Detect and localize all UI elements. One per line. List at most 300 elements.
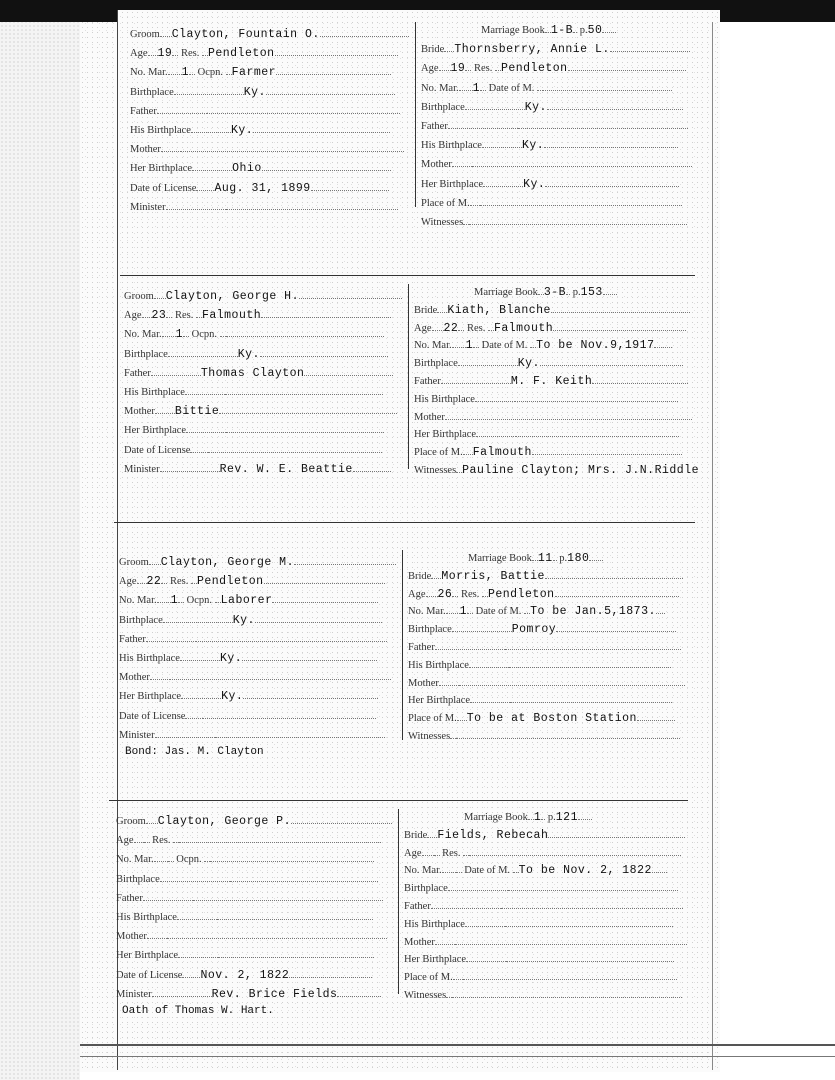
groom-minister: Rev. W. E. Beattie bbox=[219, 462, 353, 476]
bride-mother-row-fill bbox=[472, 158, 692, 167]
age-label: Age bbox=[404, 847, 422, 859]
bride-father-line bbox=[448, 120, 518, 129]
groom-mother: Bittie bbox=[174, 405, 220, 419]
groom-father-line bbox=[143, 892, 193, 901]
bride-her-birthplace-line bbox=[466, 953, 506, 962]
groom-ocpn: Laborer bbox=[220, 594, 273, 608]
groom-mother-row bbox=[130, 143, 404, 155]
date-of-m-label: Date of M. bbox=[461, 865, 513, 877]
mother-label: Mother bbox=[414, 411, 445, 423]
bride-row-fill bbox=[545, 570, 683, 579]
page-label: p. bbox=[556, 553, 568, 564]
groom-mother-row-fill bbox=[181, 143, 404, 152]
groom-row bbox=[116, 815, 392, 828]
bride-his-birthplace-row bbox=[408, 659, 671, 671]
groom-his-birthplace-row-fill bbox=[225, 386, 383, 395]
bride-label: Bride bbox=[408, 570, 432, 582]
bride-age-line bbox=[426, 588, 438, 597]
groom-father-line bbox=[151, 367, 201, 376]
groom-her-birthplace: Ohio bbox=[232, 162, 262, 176]
mother-label: Mother bbox=[124, 406, 155, 418]
birthplace-label: Birthplace bbox=[124, 348, 168, 360]
marriage-book-row bbox=[474, 286, 617, 299]
ocpn-label: Ocpn. bbox=[173, 854, 205, 866]
bride-father-row-fill bbox=[592, 375, 688, 384]
bride-age: 26 bbox=[437, 587, 453, 601]
groom-age: 23 bbox=[151, 309, 167, 323]
card-3-divider bbox=[402, 550, 403, 740]
scan-border-top-left bbox=[0, 0, 118, 22]
minister-label: Minister bbox=[119, 729, 155, 741]
groom-age: 22 bbox=[146, 575, 162, 589]
card-1-divider bbox=[415, 22, 416, 207]
groom-father: Thomas Clayton bbox=[200, 366, 305, 380]
marriage-book-label: Marriage Book bbox=[464, 812, 528, 823]
father-label: Father bbox=[421, 121, 448, 132]
age-label: Age bbox=[408, 588, 426, 600]
bride-row bbox=[404, 829, 685, 842]
no-mar-label: No. Mar. bbox=[116, 854, 154, 866]
date-of-license-label: Date of License bbox=[119, 710, 186, 722]
mother-label: Mother bbox=[408, 677, 439, 689]
bride-her-birthplace-row bbox=[414, 428, 679, 440]
bride-witnesses-row-fill bbox=[469, 216, 687, 225]
marriage-book-page: 180 bbox=[567, 552, 590, 565]
date-of-license-label: Date of License bbox=[116, 969, 183, 981]
bride-name-line bbox=[437, 304, 447, 313]
groom-his-birthplace-line bbox=[177, 911, 217, 920]
card-3-separator bbox=[109, 800, 688, 801]
groom-birthplace-row-fill bbox=[260, 348, 388, 357]
groom-age-line bbox=[142, 309, 152, 318]
bride-age-row-fill bbox=[553, 322, 686, 331]
bride-age-line bbox=[439, 62, 451, 71]
groom-mother-line bbox=[150, 671, 170, 680]
place-of-m-label: Place of M. bbox=[404, 972, 453, 984]
birthplace-label: Birthplace bbox=[119, 614, 163, 626]
groom-age-row-fill bbox=[261, 309, 391, 318]
groom-father-line bbox=[157, 105, 207, 114]
bride-birthplace-line bbox=[465, 101, 525, 110]
groom-mother-row bbox=[116, 930, 387, 942]
his-birthplace-label: His Birthplace bbox=[414, 393, 475, 405]
groom-her-birthplace-row-fill bbox=[218, 949, 374, 958]
bride-age-row bbox=[414, 322, 686, 335]
father-label: Father bbox=[404, 901, 431, 912]
groom-birthplace-row-fill bbox=[266, 86, 395, 95]
groom-date-of-license-line bbox=[182, 969, 200, 978]
marriage-book-line-3 bbox=[589, 552, 603, 561]
marriage-book-row bbox=[481, 24, 616, 37]
bride-age-row-fill bbox=[555, 588, 679, 597]
ocpn-label: Ocpn. bbox=[195, 67, 226, 79]
bride-row-fill bbox=[548, 829, 685, 838]
groom-no-mar: 1 bbox=[181, 66, 190, 80]
bride-age-line bbox=[432, 322, 444, 331]
her-birthplace-label: Her Birthplace bbox=[408, 695, 471, 707]
groom-minister-row-fill bbox=[337, 988, 380, 997]
groom-row bbox=[130, 28, 409, 41]
groom-no-mar-line bbox=[157, 594, 171, 603]
father-label: Father bbox=[124, 367, 151, 379]
groom-birthplace: Ky. bbox=[237, 347, 260, 361]
age-label: Age bbox=[119, 576, 137, 588]
date-of-license-label: Date of License bbox=[124, 444, 191, 456]
bride-place-of-m-row bbox=[421, 197, 682, 209]
bride-his-birthplace-row-fill bbox=[505, 918, 673, 927]
his-birthplace-label: His Birthplace bbox=[421, 140, 482, 152]
bride-birthplace-line bbox=[452, 623, 512, 632]
groom-no-mar-row-fill bbox=[226, 328, 385, 337]
groom-minister-row-fill bbox=[226, 201, 398, 210]
groom-label: Groom bbox=[130, 29, 160, 40]
bride-date-of-m: To be Nov. 2, 1822 bbox=[518, 864, 652, 878]
her-birthplace-label: Her Birthplace bbox=[421, 178, 484, 190]
groom-minister-line bbox=[160, 463, 220, 472]
bride-name-line bbox=[444, 43, 454, 52]
age-label: Age bbox=[414, 322, 432, 334]
bride-his-birthplace-line bbox=[465, 918, 505, 927]
groom-minister-row bbox=[119, 729, 385, 741]
marriage-book-line-3 bbox=[602, 24, 616, 33]
groom-row-fill bbox=[291, 815, 392, 824]
groom-father-row bbox=[124, 367, 393, 380]
bride-birthplace-row-fill bbox=[547, 101, 683, 110]
birthplace-label: Birthplace bbox=[408, 624, 452, 636]
res-label: Res. bbox=[149, 835, 174, 847]
father-label: Father bbox=[116, 892, 143, 904]
birthplace-label: Birthplace bbox=[130, 86, 174, 98]
groom-label: Groom bbox=[124, 291, 154, 302]
bride-birthplace-row bbox=[414, 357, 683, 370]
groom-mother-line bbox=[147, 930, 167, 939]
groom-birthplace: Ky. bbox=[232, 613, 255, 627]
bride-label: Bride bbox=[404, 829, 428, 841]
date-of-license-label: Date of License bbox=[130, 182, 197, 194]
minister-label: Minister bbox=[130, 201, 166, 213]
bride-mother-row bbox=[408, 677, 685, 689]
groom-name: Clayton, George P. bbox=[157, 815, 291, 828]
bride-her-birthplace-row-fill bbox=[506, 953, 674, 962]
bride-witnesses-row bbox=[404, 989, 682, 1001]
bride-mother-line bbox=[439, 677, 459, 686]
bride-name: Fields, Rebecah bbox=[437, 828, 549, 842]
groom-date-of-license-line bbox=[190, 444, 208, 453]
bride-father-line bbox=[441, 375, 511, 384]
bride-his-birthplace-row-fill bbox=[544, 139, 677, 148]
groom-age-row-fill bbox=[275, 47, 398, 56]
bride-mother-row bbox=[414, 411, 692, 423]
groom-his-birthplace-line bbox=[180, 652, 220, 661]
groom-date-of-license-line bbox=[185, 710, 203, 719]
bride-no-mar-line bbox=[442, 864, 456, 873]
groom-her-birthplace-row bbox=[124, 424, 384, 436]
groom-no-mar-line bbox=[154, 853, 168, 862]
father-label: Father bbox=[408, 642, 435, 653]
groom-father-row-fill bbox=[193, 892, 383, 901]
bride-no-mar-row-fill bbox=[654, 339, 671, 348]
groom-name: Clayton, George H. bbox=[165, 290, 299, 303]
bride-place-of-m-line bbox=[453, 971, 463, 980]
card-2-separator bbox=[114, 522, 695, 523]
bride-res: Falmouth bbox=[493, 321, 554, 335]
mother-label: Mother bbox=[130, 144, 161, 156]
groom-name-line bbox=[146, 815, 158, 824]
age-label: Age bbox=[130, 48, 148, 60]
groom-name-line bbox=[160, 28, 172, 37]
groom-birthplace-line bbox=[163, 614, 233, 623]
groom-mother-row-fill bbox=[170, 671, 391, 680]
bride-place-of-m-row-fill bbox=[463, 971, 677, 980]
groom-date-of-license-row-fill bbox=[311, 182, 390, 191]
groom-no-mar-row-fill bbox=[276, 66, 391, 75]
groom-his-birthplace-row-fill bbox=[217, 911, 373, 920]
groom-mother-row bbox=[124, 405, 397, 418]
page-label: p. bbox=[570, 287, 581, 298]
date-of-m-label: Date of M. bbox=[479, 340, 531, 352]
bride-no-mar-row bbox=[408, 605, 665, 618]
groom-his-birthplace-line bbox=[191, 124, 231, 133]
bride-no-mar-row-fill bbox=[652, 864, 667, 873]
his-birthplace-label: His Birthplace bbox=[408, 659, 469, 671]
marriage-book-row bbox=[468, 552, 603, 565]
age-label: Age bbox=[124, 310, 142, 322]
bride-father-line bbox=[435, 641, 505, 650]
place-of-m-label: Place of M. bbox=[414, 447, 463, 459]
card-3-note: Bond: Jas. M. Clayton bbox=[125, 746, 264, 758]
res-label: Res. bbox=[167, 576, 191, 588]
bottom-border bbox=[80, 1044, 835, 1057]
bride-mother-row bbox=[421, 158, 692, 170]
groom-his-birthplace: Ky. bbox=[219, 652, 243, 665]
groom-row-fill bbox=[294, 556, 396, 565]
groom-mother-row-fill bbox=[167, 930, 387, 939]
date-of-m-label: Date of M. bbox=[486, 82, 538, 94]
groom-her-birthplace-line bbox=[186, 424, 226, 433]
bride-his-birthplace: Ky. bbox=[521, 139, 545, 153]
groom-birthplace-line bbox=[168, 348, 238, 357]
bride-his-birthplace-line bbox=[482, 139, 522, 148]
bride-witnesses: Pauline Clayton; Mrs. J.N.Riddle bbox=[462, 464, 699, 477]
bride-her-birthplace: Ky. bbox=[523, 177, 546, 191]
her-birthplace-label: Her Birthplace bbox=[124, 425, 187, 437]
groom-minister-row bbox=[116, 988, 381, 1001]
father-label: Father bbox=[130, 105, 157, 117]
mother-label: Mother bbox=[116, 931, 147, 943]
bride-witnesses-row bbox=[408, 730, 680, 742]
groom-father-row bbox=[119, 633, 387, 645]
no-mar-label: No. Mar. bbox=[408, 606, 446, 618]
place-of-m-label: Place of M. bbox=[408, 713, 457, 725]
groom-date-of-license-row-fill bbox=[203, 710, 376, 719]
groom-no-mar-row bbox=[124, 328, 384, 341]
groom-mother-row bbox=[119, 671, 391, 683]
bride-his-birthplace-row bbox=[414, 393, 678, 405]
her-birthplace-label: Her Birthplace bbox=[404, 954, 467, 966]
scan-right-margin bbox=[720, 22, 835, 1080]
no-mar-label: No. Mar. bbox=[119, 595, 157, 607]
no-mar-label: No. Mar. bbox=[404, 865, 442, 877]
groom-age-row bbox=[130, 47, 398, 60]
bride-birthplace-row bbox=[408, 623, 676, 636]
groom-age-row-fill bbox=[179, 834, 381, 843]
bride-place-of-m-row bbox=[414, 446, 682, 459]
bride-row-fill bbox=[610, 43, 691, 52]
bride-his-birthplace-line bbox=[475, 393, 515, 402]
bride-no-mar-row-fill bbox=[543, 82, 672, 91]
groom-birthplace-row bbox=[119, 614, 382, 627]
bride-age: 22 bbox=[443, 321, 459, 335]
marriage-book-page: 153 bbox=[580, 286, 603, 299]
bride-age-row bbox=[421, 62, 686, 75]
birthplace-label: Birthplace bbox=[116, 873, 160, 885]
groom-name: Clayton, George M. bbox=[160, 556, 294, 569]
bride-place-of-m-row bbox=[404, 971, 677, 983]
bride-no-mar-line bbox=[452, 339, 466, 348]
bride-no-mar: 1 bbox=[465, 339, 474, 353]
groom-her-birthplace-row-fill bbox=[243, 690, 377, 699]
groom-date-of-license-line bbox=[196, 182, 214, 191]
marriage-book-page: 50 bbox=[587, 24, 603, 37]
bride-no-mar-row bbox=[404, 864, 667, 877]
bride-mother-row-fill bbox=[455, 936, 687, 945]
groom-her-birthplace-line bbox=[181, 690, 221, 699]
groom-father-row-fill bbox=[207, 105, 400, 114]
marriage-book-number: 1 bbox=[533, 811, 542, 824]
groom-age-line bbox=[137, 575, 147, 584]
age-label: Age bbox=[421, 63, 439, 75]
bride-place-of-m-row-fill bbox=[480, 197, 682, 206]
bride-birthplace-row bbox=[404, 882, 678, 894]
groom-row-fill bbox=[320, 28, 409, 37]
witnesses-label: Witnesses bbox=[404, 990, 447, 1001]
groom-his-birthplace-line bbox=[185, 386, 225, 395]
groom-label: Groom bbox=[119, 557, 149, 568]
card-1-separator bbox=[120, 275, 695, 276]
marriage-book-line-3 bbox=[603, 286, 617, 295]
bride-mother-row-fill bbox=[465, 411, 692, 420]
marriage-book-line-3 bbox=[578, 811, 592, 820]
res-label: Res. bbox=[471, 63, 495, 75]
right-margin-rule bbox=[712, 22, 713, 1070]
bride-witnesses-row-fill bbox=[456, 730, 680, 739]
bride-mother-line bbox=[435, 936, 455, 945]
scan-left-edge bbox=[0, 0, 80, 1080]
groom-no-mar: 1 bbox=[170, 594, 179, 608]
bride-birthplace-row-fill bbox=[508, 882, 678, 891]
groom-row bbox=[119, 556, 396, 569]
bride-row-fill bbox=[551, 304, 690, 313]
bride-no-mar: 1 bbox=[472, 81, 481, 95]
res-label: Res. bbox=[458, 588, 482, 600]
groom-father-row-fill bbox=[196, 633, 387, 642]
bride-his-birthplace-row-fill bbox=[515, 393, 678, 402]
father-label: Father bbox=[119, 633, 146, 645]
marriage-book-label: Marriage Book bbox=[468, 553, 532, 564]
groom-ocpn: Farmer bbox=[231, 66, 277, 80]
bride-father-line bbox=[431, 900, 501, 909]
witnesses-label: Witnesses bbox=[421, 217, 464, 228]
groom-birthplace-line bbox=[160, 873, 230, 882]
groom-res: Pendleton bbox=[207, 47, 275, 61]
bride-res: Pendleton bbox=[487, 587, 555, 601]
groom-no-mar-row-fill bbox=[210, 853, 374, 862]
groom-her-birthplace-line bbox=[192, 162, 232, 171]
bride-her-birthplace-row-fill bbox=[516, 428, 679, 437]
bride-birthplace: Ky. bbox=[524, 100, 547, 114]
groom-birthplace-row bbox=[124, 348, 388, 361]
bride-label: Bride bbox=[421, 44, 445, 56]
groom-row bbox=[124, 290, 402, 303]
bride-birthplace-row-fill bbox=[540, 357, 683, 366]
his-birthplace-label: His Birthplace bbox=[404, 918, 465, 930]
groom-date-of-license-row bbox=[130, 182, 389, 195]
bride-date-of-m: To be Nov.9,1917 bbox=[536, 339, 655, 353]
bride-age-row bbox=[404, 847, 681, 859]
groom-her-birthplace-row bbox=[130, 162, 391, 175]
no-mar-label: No. Mar. bbox=[124, 329, 162, 341]
birthplace-label: Birthplace bbox=[404, 883, 448, 895]
his-birthplace-label: His Birthplace bbox=[119, 653, 180, 664]
her-birthplace-label: Her Birthplace bbox=[130, 163, 193, 175]
marriage-book-number: 11 bbox=[537, 552, 553, 565]
groom-date-of-license-row bbox=[119, 710, 376, 722]
bride-name: Kiath, Blanche bbox=[447, 303, 551, 317]
bride-place-of-m: Falmouth bbox=[472, 446, 532, 460]
groom-no-mar-row bbox=[130, 66, 391, 79]
groom-his-birthplace-row-fill bbox=[242, 652, 376, 661]
bride-father-row bbox=[408, 641, 681, 653]
bride-age-row bbox=[408, 588, 679, 601]
no-mar-label: No. Mar. bbox=[421, 82, 459, 94]
groom-her-birthplace-row bbox=[116, 949, 374, 961]
bride-witnesses-row bbox=[414, 464, 699, 477]
bride-no-mar-row bbox=[421, 82, 672, 95]
groom-father-row-fill bbox=[304, 367, 393, 376]
groom-his-birthplace: Ky. bbox=[230, 124, 254, 137]
bride-birthplace-row-fill bbox=[556, 623, 676, 632]
res-label: Res. bbox=[439, 847, 464, 859]
bride-mother-row bbox=[404, 936, 687, 948]
groom-birthplace-row-fill bbox=[255, 614, 382, 623]
groom-res: Falmouth bbox=[201, 309, 262, 323]
page-label: p. bbox=[577, 25, 588, 36]
groom-age: 19 bbox=[157, 47, 173, 61]
marriage-book-label: Marriage Book bbox=[474, 287, 538, 298]
bride-birthplace: Pomroy bbox=[511, 623, 557, 637]
his-birthplace-label: His Birthplace bbox=[124, 387, 185, 398]
groom-her-birthplace: Ky. bbox=[221, 690, 244, 704]
witnesses-label: Witnesses bbox=[414, 465, 457, 476]
bride-her-birthplace-line bbox=[476, 428, 516, 437]
groom-his-birthplace-row bbox=[119, 652, 377, 665]
bride-place-of-m-line bbox=[470, 197, 480, 206]
page-label: p. bbox=[545, 812, 556, 823]
bride-no-mar-line bbox=[446, 605, 460, 614]
groom-no-mar: 1 bbox=[175, 328, 184, 342]
groom-mother-row-fill bbox=[219, 405, 397, 414]
groom-her-birthplace-row-fill bbox=[226, 424, 384, 433]
place-of-m-label: Place of M. bbox=[421, 197, 470, 209]
groom-birthplace-line bbox=[174, 86, 244, 95]
groom-no-mar-row-fill bbox=[272, 594, 378, 603]
groom-his-birthplace-row-fill bbox=[253, 124, 389, 133]
groom-minister-row bbox=[124, 463, 391, 476]
no-mar-label: No. Mar. bbox=[414, 340, 452, 352]
his-birthplace-label: His Birthplace bbox=[130, 125, 191, 136]
groom-date-of-license-row bbox=[124, 444, 382, 456]
bride-age-row-fill bbox=[469, 847, 681, 856]
